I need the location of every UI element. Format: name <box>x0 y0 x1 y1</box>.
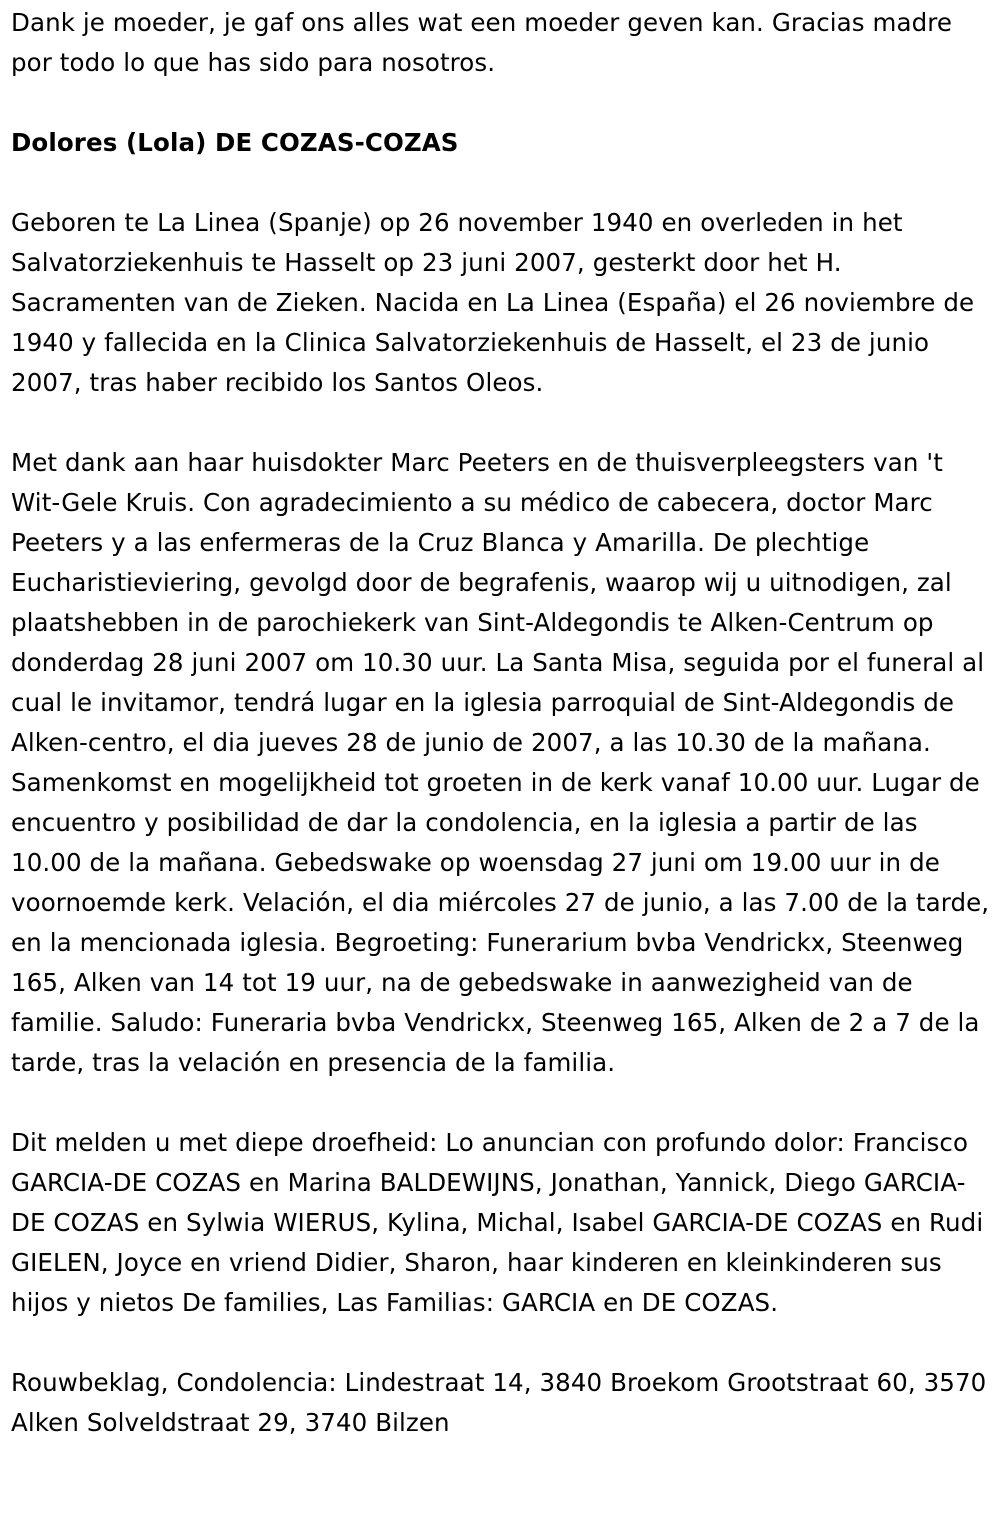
birth-death-paragraph: Geboren te La Linea (Spanje) op 26 november 1940 en overleden in het Salvatorziekenhuis te Hasselt op 23 juni 2007, gesterkt door het H. Sacramenten van de Zieken. Nacida en La Linea (España) el 26 noviembre de 1940 y fallecida en la Clinica Salvatorziekenhuis de Hasselt, el 23 de junio 2007, tras haber recibido los Santos Oleos. <box>11 208 975 397</box>
family-paragraph: Dit melden u met diepe droefheid: Lo anuncian con profundo dolor: Francisco GARCIA-DE COZAS en Marina BALDEWIJNS, Jonathan, Yannick, Diego GARCIA-DE COZAS en Sylwia WIERUS, Kylina, Michal, Isabel GARCIA-DE COZAS en Rudi GIELEN, Joyce en vriend Didier, Sharon, haar kinderen en kleinkinderen sus hijos y nietos De families, Las Familias: GARCIA en DE COZAS. <box>11 1128 984 1317</box>
deceased-name-heading: Dolores (Lola) DE COZAS-COZAS <box>11 128 459 157</box>
intro-paragraph: Dank je moeder, je gaf ons alles wat een moeder geven kan. Gracias madre por todo lo que has sido para nosotros. <box>11 8 953 77</box>
condolences-paragraph: Rouwbeklag, Condolencia: Lindestraat 14, 3840 Broekom Grootstraat 60, 3570 Alken Solveldstraat 29, 3740 Bilzen <box>11 1368 987 1437</box>
ceremony-paragraph: Met dank aan haar huisdokter Marc Peeters en de thuisverpleegsters van 't Wit-Gele Kruis. Con agradecimiento a su médico de cabecera, doctor Marc Peeters y a las enfermeras de la Cruz Blanca y Amarilla. De plechtige Eucharistieviering, gevolgd door de begrafenis, waarop wij u uitnodigen, zal plaatshebben in de parochiekerk van Sint-Aldegondis te Alken-Centrum op donderdag 28 juni 2007 om 10.30 uur. La Santa Misa, seguida por el funeral al cual le invitamor, tendrá lugar en la iglesia parroquial de Sint-Aldegondis de Alken-centro, el dia jueves 28 de junio de 2007, a las 10.30 de la mañana. Samenkomst en mogelijkheid tot groeten in de kerk vanaf 10.00 uur. Lugar de encuentro y posibilidad de dar la condolencia, en la iglesia a partir de las 10.00 de la mañana. Gebedswake op woensdag 27 juni om 19.00 uur in de voornoemde kerk. Velación, el dia miércoles 27 de junio, a las 7.00 de la tarde, en la mencionada iglesia. Begroeting: Funerarium bvba Vendrickx, Steenweg 165, Alken van 14 tot 19 uur, na de gebedswake in aanwezigheid van de familie. Saludo: Funeraria bvba Vendrickx, Steenweg 165, Alken de 2 a 7 de la tarde, tras la velación en presencia de la familia. <box>11 448 990 1077</box>
